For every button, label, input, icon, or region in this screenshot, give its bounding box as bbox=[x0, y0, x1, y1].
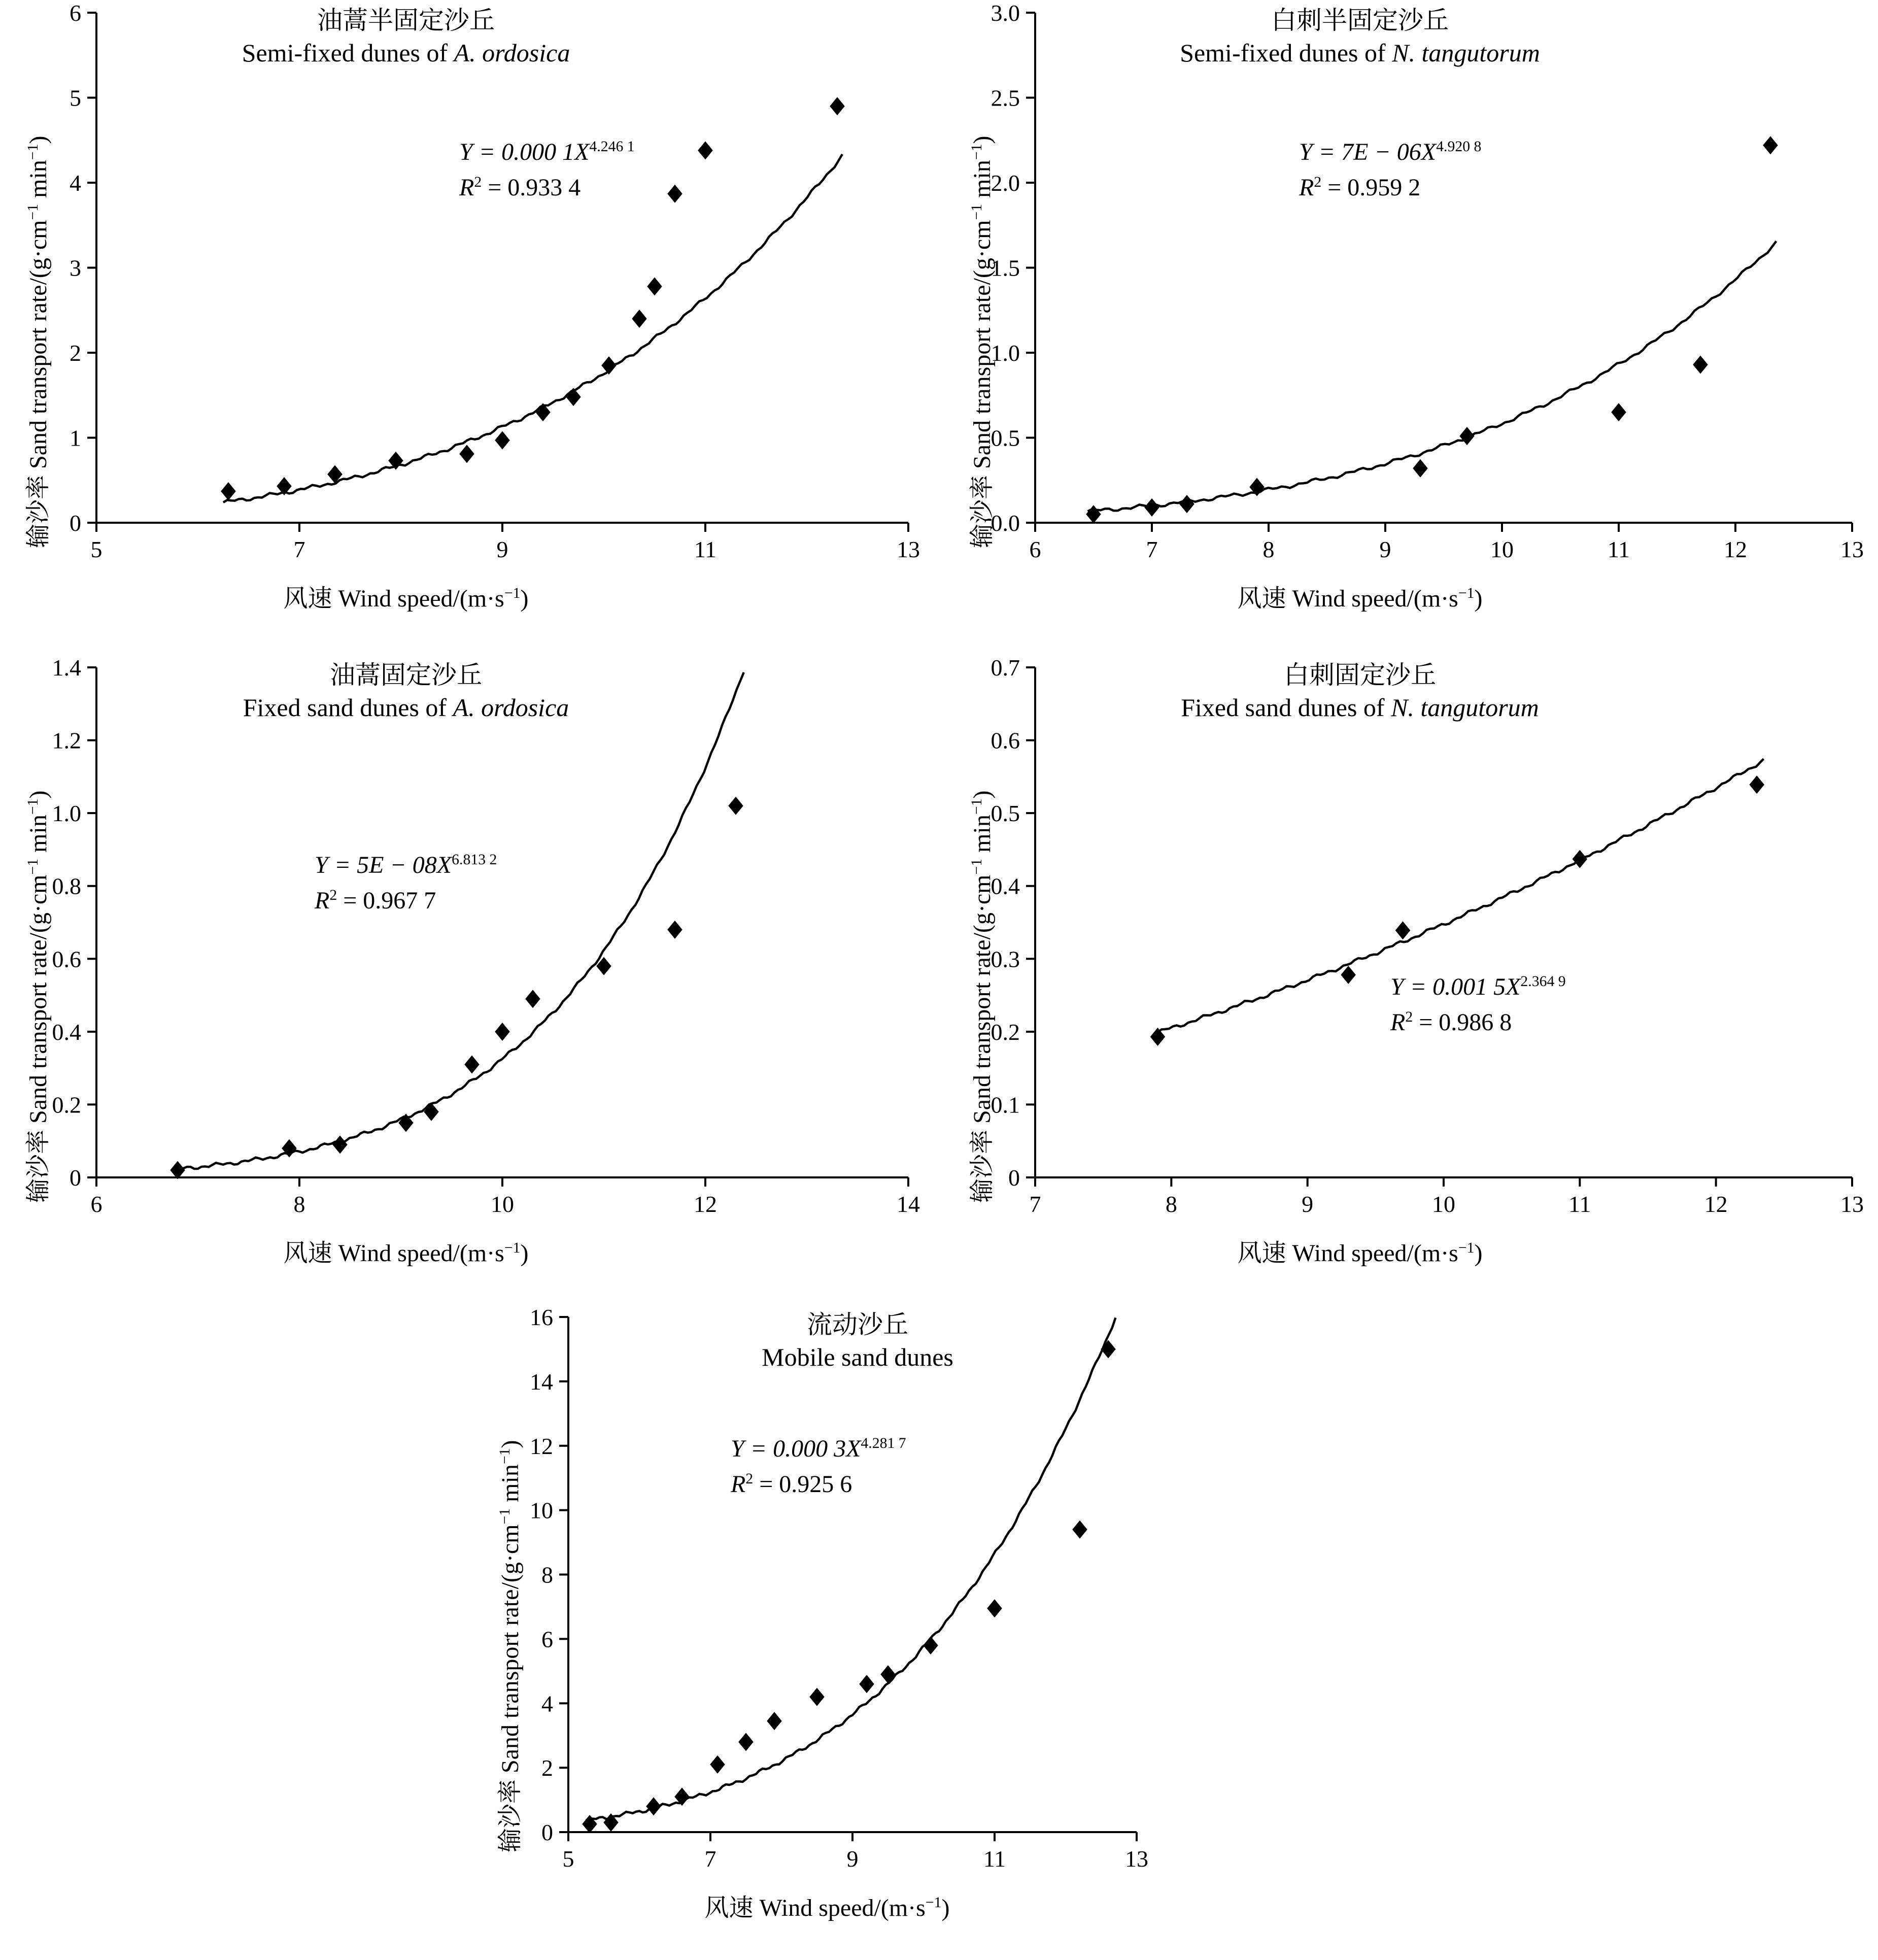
pe-ytick: 8 bbox=[541, 1562, 553, 1588]
pe-data-point bbox=[987, 1599, 1002, 1617]
panel-a-title-cn: 油蒿半固定沙丘 bbox=[317, 6, 495, 35]
panel-e-r2-line: $R^2 = 0.925$ 6 bbox=[731, 1470, 852, 1498]
pe-xtick: 9 bbox=[846, 1846, 859, 1872]
panel-a-r2-line: $R^2 = 0.933$ 4 bbox=[459, 173, 581, 201]
panel-a-equation-line: Y = 0.000 $1X^{4.246 1}$ bbox=[459, 138, 635, 165]
panel-e bbox=[472, 1304, 1406, 1954]
pb-data-point bbox=[1611, 403, 1626, 421]
panel-c-xlabel: 风速 Wind speed/$(m\cdot s^{-1})$ bbox=[283, 1239, 529, 1267]
pd-xtick: 13 bbox=[1840, 1191, 1864, 1217]
panel-c-title-cn: 油蒿固定沙丘 bbox=[330, 660, 482, 690]
pa-ytick: 3 bbox=[70, 255, 81, 281]
pc-data-point bbox=[728, 797, 743, 815]
pd-ytick: 0 bbox=[1008, 1165, 1020, 1191]
pc-ytick: 0.2 bbox=[52, 1092, 81, 1118]
pc-xtick: 12 bbox=[694, 1191, 717, 1217]
pb-xtick: 13 bbox=[1840, 536, 1864, 562]
pc-ytick: 1.2 bbox=[52, 727, 81, 754]
pb-ytick: 0.0 bbox=[991, 510, 1020, 536]
pb-ytick: 1.5 bbox=[991, 255, 1020, 281]
pd-xtick: 9 bbox=[1302, 1191, 1314, 1217]
pe-xtick: 5 bbox=[562, 1846, 574, 1872]
pb-xtick: 10 bbox=[1490, 536, 1514, 562]
pc-ytick: 0.4 bbox=[52, 1019, 81, 1045]
pa-ytick: 5 bbox=[70, 85, 81, 111]
pd-ytick: 0.5 bbox=[991, 800, 1020, 827]
pb-ytick: 3.0 bbox=[991, 0, 1020, 26]
pc-data-point bbox=[424, 1103, 439, 1121]
pa-data-point bbox=[830, 97, 845, 115]
panel-d-plot bbox=[944, 655, 1877, 1228]
panel-a-xlabel: 风速 Wind speed/$(m\cdot s^{-1})$ bbox=[283, 584, 529, 613]
panel-b-equation-line: $Y = 7E - 06X^{4.920 8}$ bbox=[1299, 138, 1482, 165]
pe-ytick: 2 bbox=[541, 1755, 553, 1781]
panel-d-title-en: Fixed sand dunes of N. tangutorum bbox=[1181, 693, 1539, 722]
pa-data-point bbox=[566, 388, 581, 406]
pd-data-point bbox=[1395, 921, 1411, 939]
pd-xtick: 8 bbox=[1165, 1191, 1177, 1217]
pe-fit-curve bbox=[586, 1317, 1115, 1820]
pc-ytick: 0 bbox=[70, 1165, 81, 1191]
panel-d-r2-line: $R^2 = 0.986$ 8 bbox=[1390, 1008, 1512, 1036]
pe-data-point bbox=[767, 1712, 782, 1730]
panel-e-xlabel: 风速 Wind speed/$(m\cdot s^{-1})$ bbox=[704, 1894, 950, 1922]
pb-xtick: 12 bbox=[1724, 536, 1747, 562]
pe-xtick: 7 bbox=[704, 1846, 716, 1872]
pc-xtick: 6 bbox=[90, 1191, 103, 1217]
pe-ytick: 0 bbox=[541, 1819, 553, 1845]
panel-a-title-en: Semi-fixed dunes of A. ordosica bbox=[242, 39, 570, 67]
pb-data-point bbox=[1413, 459, 1428, 478]
pe-xtick: 13 bbox=[1125, 1846, 1148, 1872]
pe-data-point bbox=[1101, 1340, 1116, 1358]
panel-a-plot bbox=[0, 0, 934, 573]
pb-data-point bbox=[1179, 495, 1194, 513]
pa-fit-curve bbox=[223, 154, 842, 502]
panel-b-plot bbox=[944, 0, 1877, 573]
panel-b bbox=[944, 0, 1877, 619]
pc-ytick: 1.0 bbox=[52, 800, 81, 827]
pe-data-point bbox=[809, 1688, 825, 1706]
pd-ytick: 0.7 bbox=[991, 655, 1020, 681]
pe-xtick: 11 bbox=[983, 1846, 1006, 1872]
pe-ytick: 6 bbox=[541, 1626, 553, 1652]
pb-ytick: 1.0 bbox=[991, 340, 1020, 366]
pd-fit-curve bbox=[1158, 759, 1764, 1032]
pa-xtick: 5 bbox=[90, 536, 103, 562]
panel-d-equation-line: Y = 0.001 $5X^{2.364 9}$ bbox=[1390, 973, 1566, 1000]
pd-data-point bbox=[1573, 850, 1588, 868]
panel-c-plot bbox=[0, 655, 934, 1228]
pc-data-point bbox=[495, 1023, 510, 1041]
pb-xtick: 8 bbox=[1262, 536, 1275, 562]
pb-ytick: 2.5 bbox=[991, 85, 1020, 111]
pe-ytick: 12 bbox=[530, 1433, 553, 1459]
pa-ytick: 2 bbox=[70, 340, 81, 366]
pb-data-point bbox=[1693, 355, 1708, 374]
pe-data-point bbox=[582, 1815, 597, 1833]
pb-data-point bbox=[1763, 136, 1778, 154]
panel-c-ylabel: 输沙率 Sand transport rate/($g\cdot cm^{-1}$ $\min^{-1}$) bbox=[24, 790, 52, 1203]
panel-d-title-cn: 白刺固定沙丘 bbox=[1284, 660, 1436, 690]
pb-xtick: 6 bbox=[1029, 536, 1041, 562]
pc-ytick: 0.8 bbox=[52, 873, 81, 899]
pe-data-point bbox=[880, 1665, 896, 1683]
pa-data-point bbox=[667, 185, 682, 203]
pd-xtick: 7 bbox=[1029, 1191, 1041, 1217]
panel-e-ylabel: 输沙率 Sand transport rate/($g\cdot cm^{-1}$ $\min^{-1}$) bbox=[496, 1440, 524, 1852]
pb-ytick: 2.0 bbox=[991, 170, 1020, 196]
panel-b-r2-line: $R^2 = 0.959$ 2 bbox=[1299, 173, 1421, 201]
pe-data-point bbox=[710, 1755, 725, 1774]
pe-data-point bbox=[738, 1733, 754, 1751]
panel-e-equation-line: Y = 0.000 $3X^{4.281 7}$ bbox=[731, 1435, 906, 1462]
panel-c bbox=[0, 655, 934, 1274]
pb-ytick: 0.5 bbox=[991, 425, 1020, 451]
pc-data-point bbox=[282, 1139, 297, 1158]
pa-data-point bbox=[459, 445, 474, 463]
pa-ytick: 1 bbox=[70, 425, 81, 451]
pd-ytick: 0.1 bbox=[991, 1092, 1020, 1118]
pd-ytick: 0.2 bbox=[991, 1019, 1020, 1045]
pd-ytick: 0.3 bbox=[991, 946, 1020, 972]
pb-data-point bbox=[1459, 427, 1475, 445]
panel-a-ylabel: 输沙率 Sand transport rate/($g\cdot cm^{-1}$ $\min^{-1}$) bbox=[24, 136, 52, 548]
pd-xtick: 11 bbox=[1568, 1191, 1591, 1217]
panel-e-title-cn: 流动沙丘 bbox=[807, 1310, 908, 1339]
pc-data-point bbox=[332, 1135, 348, 1154]
pb-data-point bbox=[1086, 505, 1101, 523]
panel-b-title-cn: 白刺半固定沙丘 bbox=[1271, 6, 1449, 35]
pc-ytick: 0.6 bbox=[52, 946, 81, 972]
pc-xtick: 14 bbox=[897, 1191, 920, 1217]
pe-data-point bbox=[1072, 1520, 1087, 1539]
pa-xtick: 11 bbox=[694, 536, 717, 562]
pd-data-point bbox=[1749, 775, 1764, 794]
panel-b-title-en: Semi-fixed dunes of N. tangutorum bbox=[1180, 39, 1540, 67]
pb-xtick: 7 bbox=[1146, 536, 1158, 562]
panel-b-xlabel: 风速 Wind speed/$(m\cdot s^{-1})$ bbox=[1237, 584, 1483, 613]
pe-data-point bbox=[859, 1675, 874, 1693]
panel-e-plot bbox=[472, 1304, 1406, 1883]
panel-d bbox=[944, 655, 1877, 1274]
panel-b-ylabel: 输沙率 Sand transport rate/($g\cdot cm^{-1}$ $\min^{-1}$) bbox=[968, 136, 996, 548]
panel-c-r2-line: $R^2 = 0.967$ 7 bbox=[315, 886, 436, 914]
pd-data-point bbox=[1341, 966, 1356, 984]
panel-e-title-en: Mobile sand dunes bbox=[762, 1343, 953, 1371]
pe-ytick: 16 bbox=[530, 1304, 553, 1330]
panel-d-xlabel: 风速 Wind speed/$(m\cdot s^{-1})$ bbox=[1237, 1239, 1483, 1267]
pe-ytick: 14 bbox=[530, 1368, 553, 1395]
pc-data-point bbox=[525, 990, 540, 1008]
pd-ytick: 0.4 bbox=[991, 873, 1020, 899]
pe-data-point bbox=[923, 1636, 938, 1654]
panel-c-title-en: Fixed sand dunes of A. ordosica bbox=[243, 693, 569, 722]
pa-data-point bbox=[698, 141, 713, 159]
pc-data-point bbox=[464, 1055, 480, 1073]
panel-d-ylabel: 输沙率 Sand transport rate/($g\cdot cm^{-1}$ $\min^{-1}$) bbox=[968, 790, 996, 1203]
pa-ytick: 0 bbox=[70, 510, 81, 536]
pc-xtick: 10 bbox=[491, 1191, 514, 1217]
pa-ytick: 4 bbox=[70, 170, 81, 196]
pa-data-point bbox=[221, 482, 236, 500]
pa-data-point bbox=[632, 310, 647, 328]
pb-fit-curve bbox=[1088, 241, 1777, 511]
pa-data-point bbox=[647, 277, 662, 295]
pe-data-point bbox=[646, 1797, 661, 1815]
pa-data-point bbox=[495, 431, 510, 450]
pd-xtick: 10 bbox=[1432, 1191, 1455, 1217]
pe-ytick: 10 bbox=[530, 1497, 553, 1524]
pa-xtick: 7 bbox=[293, 536, 305, 562]
pb-xtick: 11 bbox=[1607, 536, 1630, 562]
panel-a bbox=[0, 0, 934, 619]
pa-xtick: 9 bbox=[496, 536, 508, 562]
pa-xtick: 13 bbox=[897, 536, 920, 562]
pb-xtick: 9 bbox=[1379, 536, 1391, 562]
pc-xtick: 8 bbox=[293, 1191, 305, 1217]
pa-data-point bbox=[601, 356, 617, 375]
pb-data-point bbox=[1144, 498, 1159, 517]
pe-ytick: 4 bbox=[541, 1691, 553, 1717]
pa-ytick: 6 bbox=[70, 0, 81, 26]
pc-ytick: 1.4 bbox=[52, 655, 81, 681]
pc-fit-curve bbox=[173, 672, 744, 1169]
pd-xtick: 12 bbox=[1704, 1191, 1728, 1217]
pc-data-point bbox=[667, 921, 682, 939]
pd-ytick: 0.6 bbox=[991, 727, 1020, 754]
panel-c-equation-line: $Y = 5E - 08X^{6.813 2}$ bbox=[315, 851, 497, 878]
